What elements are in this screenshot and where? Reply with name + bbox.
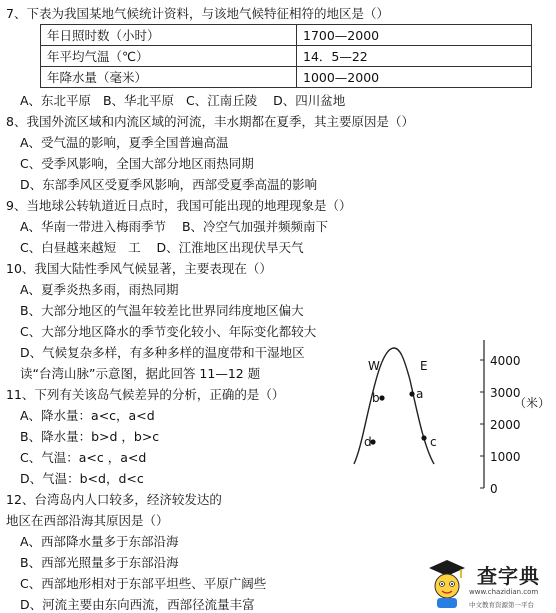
tick-label-0: 0 xyxy=(490,482,498,496)
climate-table xyxy=(40,24,532,88)
mascot-icon xyxy=(425,558,469,610)
q12-stem-line1: 12、台湾岛内人口较多，经济较发达的 xyxy=(6,492,222,507)
table-cell: 年平均气温（℃） xyxy=(41,46,297,67)
logo-title: 查字典 xyxy=(477,564,540,588)
label-west: W xyxy=(368,359,380,373)
point-c xyxy=(421,435,426,440)
q7-options: A、东北平原 B、华北平原 C、江南丘陵 D、四川盆地 xyxy=(20,93,346,108)
q10-option-b: B、大部分地区的气温年较差比世界同纬度地区偏大 xyxy=(20,303,304,318)
point-c-label: c xyxy=(430,435,437,449)
unit-label: （米） xyxy=(514,396,551,410)
tick-label-1000: 1000 xyxy=(490,450,521,464)
q10-stem: 10、我国大陆性季风气候显著，主要表现在（） xyxy=(6,261,272,276)
q11-option-c: C、气温：a<c ，a<d xyxy=(20,450,147,465)
table-cell: 1700—2000 xyxy=(297,25,532,46)
logo-subtitle: 中文教育资源第一平台 xyxy=(469,601,534,609)
point-b-label: b xyxy=(372,391,380,405)
q9-stem: 9、当地球公转轨道近日点时，我国可能出现的地理现象是（） xyxy=(6,198,352,213)
logo-url: www.chazidian.com xyxy=(469,588,539,596)
q8-option-d: D、东部季风区受夏季风影响，西部受夏季高温的影响 xyxy=(20,177,318,192)
q8-option-a: A、受气温的影响，夏季全国普遍高温 xyxy=(20,135,229,150)
q12-option-d: D、河流主要由东向西流，西部径流量丰富 xyxy=(20,597,255,612)
point-d-label: d xyxy=(364,435,372,449)
table-cell: 1000—2000 xyxy=(297,67,532,88)
point-b xyxy=(379,395,384,400)
table-cell: 年日照时数（小时） xyxy=(41,25,297,46)
q9-options-cd: C、白昼越来越短 工 D、江淮地区出现伏旱天气 xyxy=(20,240,304,255)
q10-option-d: D、气候复杂多样，有多种多样的温度带和干湿地区 xyxy=(20,345,305,360)
q12-stem-line2: 地区在西部沿海其原因是（） xyxy=(6,513,169,528)
taiwan-mountain-profile xyxy=(346,336,556,498)
label-east: E xyxy=(420,359,428,373)
q11-stem: 11、下列有关该岛气候差异的分析，正确的是（） xyxy=(6,387,285,402)
q8-option-c: C、受季风影响，全国大部分地区雨热同期 xyxy=(20,156,254,171)
q7-stem: 7、下表为我国某地气候统计资料，与该地气候特征相符的地区是（） xyxy=(6,6,389,21)
point-a xyxy=(409,391,414,396)
q11-option-b: B、降水量：b>d ，b>c xyxy=(20,429,160,444)
table-row xyxy=(41,46,532,67)
table-cell: 14．5—22 xyxy=(297,46,532,67)
q12-option-a: A、西部降水量多于东部沿海 xyxy=(20,534,179,549)
q8-stem: 8、我国外流区域和内流区域的河流，丰水期都在夏季，其主要原因是（） xyxy=(6,114,414,129)
q10-option-c: C、大部分地区降水的季节变化较小、年际变化都较大 xyxy=(20,324,317,339)
q12-option-b: B、西部光照量多于东部沿海 xyxy=(20,555,179,570)
table-row xyxy=(41,25,532,46)
tick-label-4000: 4000 xyxy=(490,354,521,368)
point-a-label: a xyxy=(416,387,424,401)
table-row xyxy=(41,67,532,88)
tick-label-3000: 3000 xyxy=(490,386,521,400)
q9-options-ab: A、华南一带进入梅雨季节 B、冷空气加强并频频南下 xyxy=(20,219,329,234)
q12-option-c: C、西部地形相对于东部平坦些、平原广阔些 xyxy=(20,576,267,591)
watermark-logo xyxy=(425,556,556,613)
tick-label-2000: 2000 xyxy=(490,418,521,432)
q10-option-a: A、夏季炎热多雨，雨热同期 xyxy=(20,282,179,297)
table-cell: 年降水量（毫米） xyxy=(41,67,297,88)
q11-option-d: D、气温：b<d，d<c xyxy=(20,471,144,486)
q11-option-a: A、降水量：a<c，a<d xyxy=(20,408,155,423)
diagram-intro: 读“台湾山脉”示意图，据此回答 11—12 题 xyxy=(20,366,261,381)
